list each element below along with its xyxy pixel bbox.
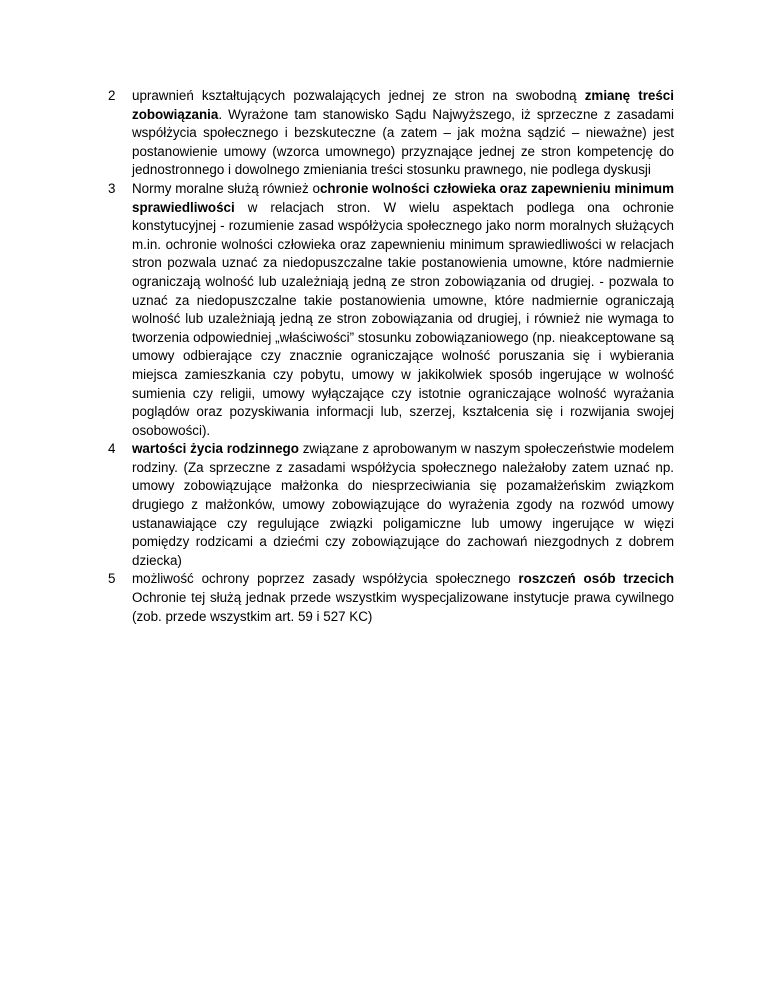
item-text bbox=[132, 570, 674, 626]
item-text bbox=[132, 87, 674, 180]
bold-segment: zmianę treści zobowiązania bbox=[132, 88, 674, 122]
item-number: 5 bbox=[108, 571, 116, 587]
item-number: 4 bbox=[108, 441, 116, 457]
text-segment: Normy moralne służą również o bbox=[132, 180, 320, 196]
text-segment: uprawnień kształtujących pozwalających jednej ze stron na swobodną bbox=[132, 88, 585, 103]
text-segment: Ochronie tej służą jednak przede wszystkim wyspecjalizowane instytucje prawa cywilnego (zob. przede wszystkim art. 59 i 527 KC) bbox=[132, 590, 674, 624]
item-number: 3 bbox=[108, 180, 116, 196]
bold-segment: chronie wolności człowieka oraz zapewnieniu minimum sprawiedliwości bbox=[132, 180, 674, 215]
text-segment: . Wyrażone tam stanowisko Sądu Najwyższego, iż sprzeczne z zasadami współżycia społecznego i bezskuteczne (a zatem – jak można sądzić – nieważne) jest postanowienie umowy (wzorca umownego) przyznające jednej ze stron kompetencję do jednostronnego i dowolnego zmieniania treści stosunku prawnego, nie podlega dyskusji bbox=[132, 106, 674, 178]
list-item bbox=[108, 180, 674, 440]
item-text bbox=[132, 180, 674, 440]
bold-segment: roszczeń osób trzecich bbox=[518, 571, 674, 587]
bold-segment: wartości życia rodzinnego bbox=[132, 441, 299, 457]
text-segment: w relacjach stron. W wielu aspektach podlega ona ochronie konstytucyjnej - rozumienie zasad współżycia społecznego jako norm moralnych służących m.in. ochronie wolności człowieka oraz zapewnieniu minimum sprawiedliwości w relacjach stron pozwala uznać za niedopuszczalne takie postanowienia umowne, które nadmiernie ograniczają wolność lub uzależniają jedną ze stron zobowiązania od drugiej. - pozwala to uznać za niedopuszczalne takie postanowienia umowne, które nadmiernie ograniczają wolność lub uzależniają jedną ze stron zobowiązania od drugiej, i również nie wymaga to tworzenia odpowiedniej „właściwości” stosunku zobowiązaniowego (np. nieakceptowane są umowy odbierające czy znacznie ograniczające wolność poruszania się i wybierania miejsca zamieszkania czy pobytu, umowy w jakikolwiek sposób ingerujące w wolność sumienia czy religii, umowy wyłączające czy istotnie ograniczające wolność wyrażania poglądów oraz pozyskiwania informacji lub, szerzej, kształcenia się i rozwijania swojej osobowości). bbox=[132, 199, 674, 438]
item-number: 2 bbox=[108, 88, 116, 103]
list-item bbox=[108, 440, 674, 570]
list-item bbox=[108, 570, 674, 626]
text-segment: możliwość ochrony poprzez zasady współżycia społecznego bbox=[132, 571, 519, 587]
text-segment: związane z aprobowanym w naszym społeczeństwie modelem rodziny. (Za sprzeczne z zasadami współżycia społecznego należałoby zatem uznać np. umowy zobowiązujące małżonka do niesprzeciwiania się pozamałżeńskim związkom drugiego z małżonków, umowy zobowiązujące do wyrażenia zgody na rozwód umowy ustanawiające czy regulujące związki poligamiczne lub umowy ingerujące w więzi pomiędzy rodzicami a dziećmi czy zobowiązujące do zachowań niezgodnych z dobrem dziecka) bbox=[132, 441, 674, 568]
numbered-list bbox=[108, 87, 674, 626]
list-item bbox=[108, 87, 674, 180]
item-text bbox=[132, 440, 674, 570]
